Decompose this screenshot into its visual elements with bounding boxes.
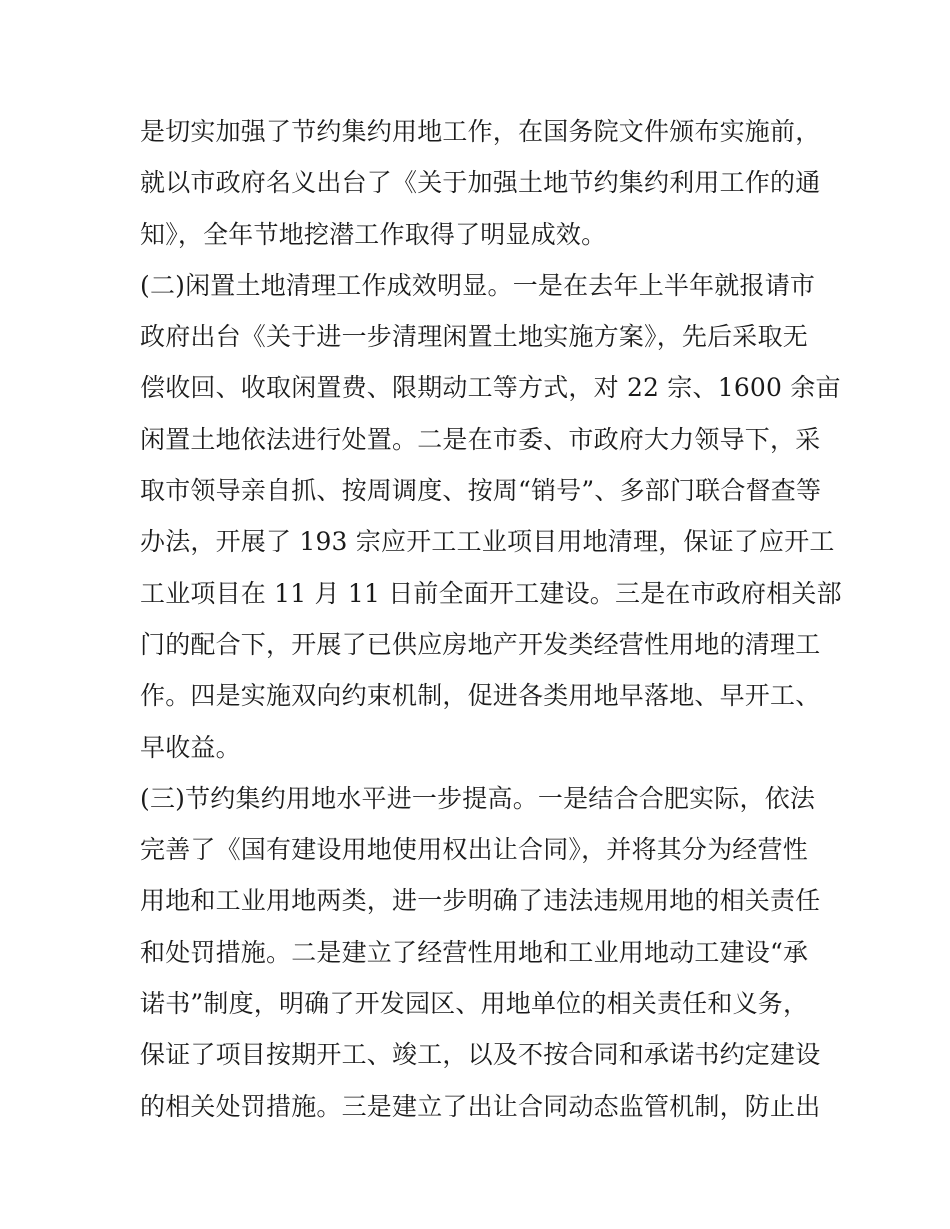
text-line: 知》，全年节地挖潜工作取得了明显成效。: [140, 219, 607, 249]
text-line: 早收益。: [140, 732, 241, 762]
text-line: 门的配合下，开展了已供应房地产开发类经营性用地的清理工: [140, 629, 821, 659]
text-line: 办法，开展了 193 宗应开工工业项目用地清理，保证了应开工: [140, 527, 835, 557]
text-line: 和处罚措施。二是建立了经营性用地和工业用地动工建设“承: [140, 937, 809, 967]
body-text: [140, 106, 842, 1132]
text-line: 取市领导亲自抓、按周调度、按周“销号”、多部门联合督查等: [140, 476, 822, 506]
text-line: 偿收回、收取闲置费、限期动工等方式，对 22 宗、1600 余亩: [140, 373, 841, 403]
text-line: 闲置土地依法进行处置。二是在市委、市政府大力领导下，采: [140, 424, 821, 454]
text-line: 就以市政府名义出台了《关于加强土地节约集约利用工作的通: [140, 168, 821, 198]
text-line: 工业项目在 11 月 11 日前全面开工建设。三是在市政府相关部: [140, 578, 842, 608]
text-line: 政府出台《关于进一步清理闲置土地实施方案》，先后采取无: [140, 322, 808, 352]
text-line: 保证了项目按期开工、竣工，以及不按合同和承诺书约定建设: [140, 1040, 821, 1070]
text-line: 诺书”制度，明确了开发园区、用地单位的相关责任和义务，: [140, 989, 809, 1019]
text-line: 作。四是实施双向约束机制，促进各类用地早落地、早开工、: [140, 681, 821, 711]
text-line: 完善了《国有建设用地使用权出让合同》，并将其分为经营性: [140, 835, 808, 865]
text-line: 用地和工业用地两类，进一步明确了违法违规用地的相关责任: [140, 886, 821, 916]
text-line: 的相关处罚措施。三是建立了出让合同动态监管机制，防止出: [140, 1091, 821, 1121]
text-line: (三)节约集约用地水平进一步提高。一是结合合肥实际，依法: [140, 783, 816, 813]
text-line: 是切实加强了节约集约用地工作，在国务院文件颁布实施前，: [140, 117, 821, 146]
text-line: (二)闲置土地清理工作成效明显。一是在去年上半年就报请市: [140, 270, 816, 300]
